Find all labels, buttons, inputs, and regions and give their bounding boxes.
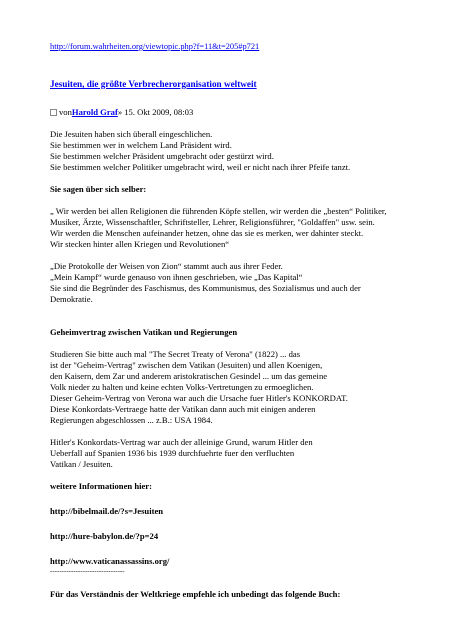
quote-line: Sie sind die Begründer des Faschismus, des Kommunismus, des Sozialismus und auch der — [50, 283, 361, 293]
secret-line: Diese Konkordats-Vertraege hatte der Vatikan dann auch mit einigen anderen — [50, 404, 316, 414]
intro-line: Sie bestimmen welcher Präsident umgebracht oder gestürzt wird. — [50, 151, 274, 161]
secret-line: Regierungen abgeschlossen ... z.B.: USA 1984. — [50, 415, 213, 425]
source-url-link[interactable]: http://forum.wahrheiten.org/viewtopic.php?f=11&t=205#p721 — [50, 42, 260, 51]
quote-line: „Die Protokolle der Weisen von Zion“ stammt auch aus ihrer Feder. — [50, 261, 283, 271]
link-vaticanassassins: http://www.vaticanassassins.org/ — [50, 556, 170, 566]
quote-line: „ Wir werden bei allen Religionen die führenden Köpfe stellen, wir werden die „besten“ Politiker, — [50, 206, 387, 216]
quote-line: Wir stecken hinter allen Kriegen und Revolutionen“ — [50, 239, 230, 249]
quote-line: Musiker, Ärzte, Wissenschaftler, Schriftsteller, Lehrer, Religionsführer, "Goldaffen" usw. sein. — [50, 217, 375, 227]
quote-paragraph-1 — [50, 206, 445, 250]
post-meta — [50, 107, 445, 118]
hitler-line: Vatikan / Jesuiten. — [50, 459, 113, 469]
secret-heading: Geheimvertrag zwischen Vatikan und Regierungen — [50, 327, 238, 337]
final-heading: Für das Verständnis der Weltkriege empfehle ich unbedingt das folgende Buch: — [50, 589, 341, 599]
hitler-paragraph — [50, 437, 445, 470]
link-bibelmail: http://bibelmail.de/?s=Jesuiten — [50, 506, 164, 516]
quote-paragraph-2 — [50, 261, 445, 305]
intro-paragraph — [50, 129, 445, 173]
more-info-heading: weitere Informationen hier: — [50, 481, 152, 491]
post-icon — [50, 109, 57, 116]
intro-line: Die Jesuiten haben sich überall eingeschlichen. — [50, 129, 213, 139]
separator: -------------------------------- — [50, 567, 125, 575]
secret-line: Volk nieder zu halten und keine echten Volks-Vertretungen zu ermoeglichen. — [50, 382, 314, 392]
quote-line: Demokratie. — [50, 294, 93, 304]
meta-prefix: von — [59, 107, 72, 117]
secret-line: ist der "Geheim-Vertrag" zwischen dem Vatikan (Jesuiten) und allen Koenigen, — [50, 360, 323, 370]
document-page — [50, 41, 445, 600]
self-heading: Sie sagen über sich selber: — [50, 184, 147, 194]
intro-line: Sie bestimmen wer in welchem Land Präsident wird. — [50, 140, 232, 150]
secret-line: Dieser Geheim-Vertrag von Verona war auch die Ursache fuer Hitler's KONKORDAT. — [50, 393, 348, 403]
link-hure-babylon: http://hure-babylon.de/?p=24 — [50, 531, 159, 541]
hitler-line: Ueberfall auf Spanien 1936 bis 1939 durchfuehrte fuer den verfluchten — [50, 448, 295, 458]
author-link[interactable]: Harold Graf — [71, 107, 118, 117]
secret-line: den Kaisern, dem Zar und anderem aristokratischen Gesindel ... um das gemeine — [50, 371, 328, 381]
intro-line: Sie bestimmen welcher Politiker umgebracht wird, weil er nicht nach ihrer Pfeife tanzt. — [50, 162, 351, 172]
hitler-line: Hitler's Konkordats-Vertrag war auch der alleinige Grund, warum Hitler den — [50, 437, 313, 447]
post-date: » 15. Okt 2009, 08:03 — [117, 107, 194, 117]
quote-line: „Mein Kampf“ wurde genauso von ihnen geschrieben, wie „Das Kapital“ — [50, 272, 303, 282]
secret-line: Studieren Sie bitte auch mal "The Secret Treaty of Verona" (1822) ... das — [50, 349, 301, 359]
secret-paragraph — [50, 349, 445, 426]
quote-line: Wir werden die Menschen aufeinander hetzen, ohne das sie es merken, wer dahinter steckt. — [50, 228, 364, 238]
post-title-link[interactable]: Jesuiten, die größte Verbrecherorganisation weltweit — [50, 79, 257, 89]
